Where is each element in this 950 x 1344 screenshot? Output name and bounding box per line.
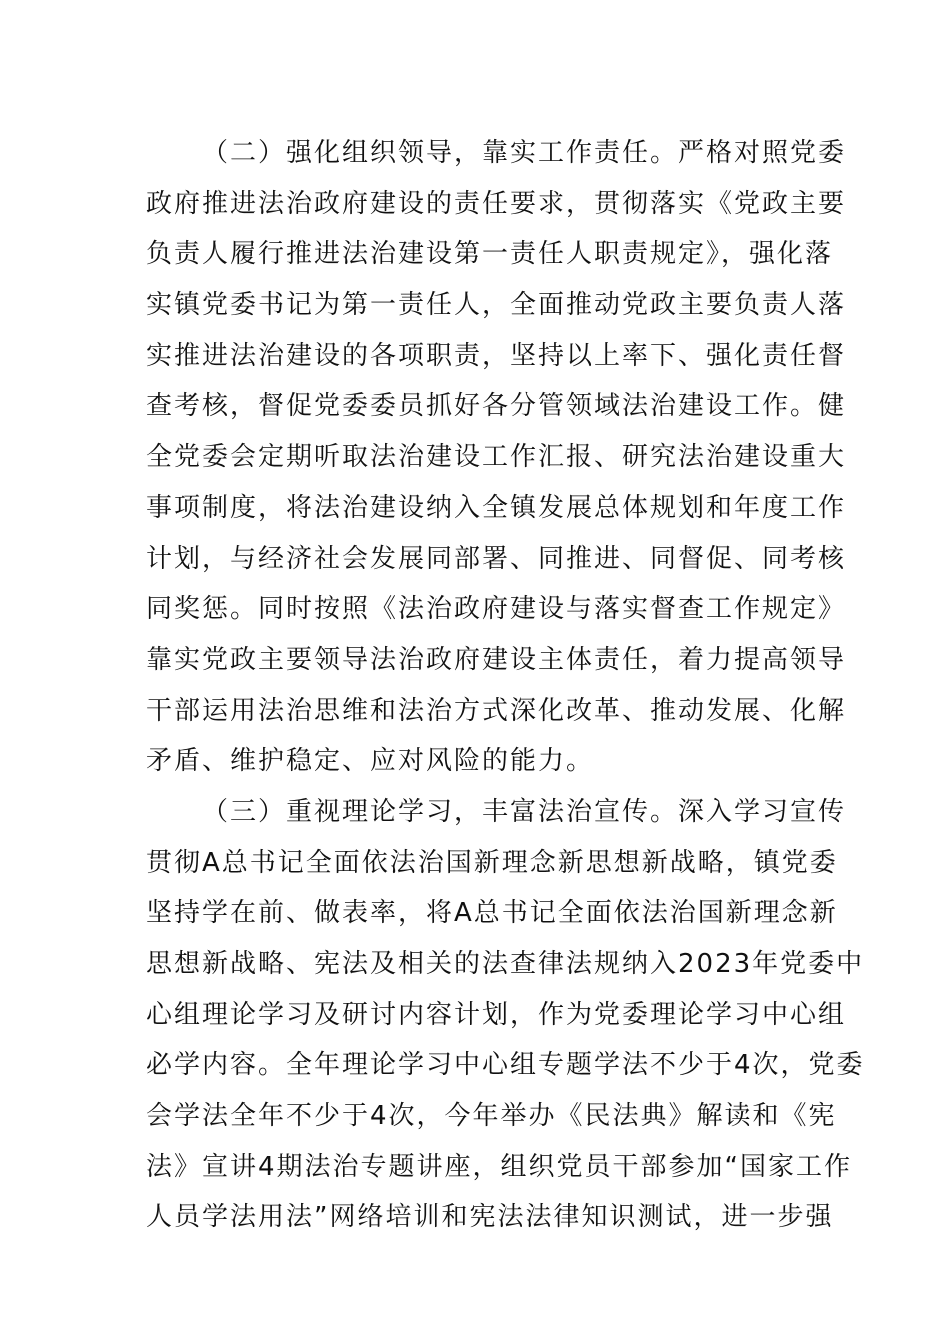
text-line: 矛盾、维护稳定、应对风险的能力。	[146, 746, 595, 777]
text-line: 贯彻A总书记全面依法治国新理念新思想新战略，镇党委	[146, 847, 838, 878]
text-line: 法》宣讲4期法治专题讲座，组织党员干部参加“国家工作	[146, 1151, 853, 1182]
text-line: 人员学法用法”网络培训和宪法法律知识测试，进一步强	[146, 1202, 834, 1233]
text-line: （二）强化组织领导，靠实工作责任。严格对照党委	[202, 138, 847, 168]
text-line: 事项制度，将法治建设纳入全镇发展总体规划和年度工作	[146, 492, 847, 523]
text-line: 政府推进法治政府建设的责任要求，贯彻落实《党政主要	[146, 188, 847, 219]
paragraph-3	[146, 787, 865, 1243]
text-line: 全党委会定期听取法治建设工作汇报、研究法治建设重大	[146, 442, 847, 473]
text-line: 心组理论学习及研讨内容计划，作为党委理论学习中心组	[146, 999, 847, 1030]
text-line: （三）重视理论学习，丰富法治宣传。深入学习宣传	[202, 796, 847, 827]
text-line: 靠实党政主要领导法治政府建设主体责任，着力提高领导	[146, 644, 847, 675]
text-line: 同奖惩。同时按照《法治政府建设与落实督查工作规定》	[146, 594, 847, 625]
text-line: 计划，与经济社会发展同部署、同推进、同督促、同考核	[146, 543, 847, 574]
text-line: 查考核，督促党委委员抓好各分管领域法治建设工作。健	[146, 391, 847, 422]
text-line: 必学内容。全年理论学习中心组专题学法不少于4次，党委	[146, 1050, 865, 1081]
text-line: 实镇党委书记为第一责任人，全面推动党政主要负责人落	[146, 290, 847, 321]
text-line: 干部运用法治思维和法治方式深化改革、推动发展、化解	[146, 695, 847, 726]
text-line: 负责人履行推进法治建设第一责任人职责规定》，强化落	[146, 239, 834, 270]
text-line: 思想新战略、宪法及相关的法查律法规纳入2023年党委中	[146, 949, 865, 979]
paragraph-2	[146, 128, 847, 787]
text-line: 坚持学在前、做表率，将A总书记全面依法治国新理念新	[146, 898, 838, 929]
body-text	[146, 128, 865, 1243]
text-line: 实推进法治建设的各项职责，坚持以上率下、强化责任督	[146, 340, 847, 371]
text-line: 会学法全年不少于4次，今年举办《民法典》解读和《宪	[146, 1101, 837, 1132]
